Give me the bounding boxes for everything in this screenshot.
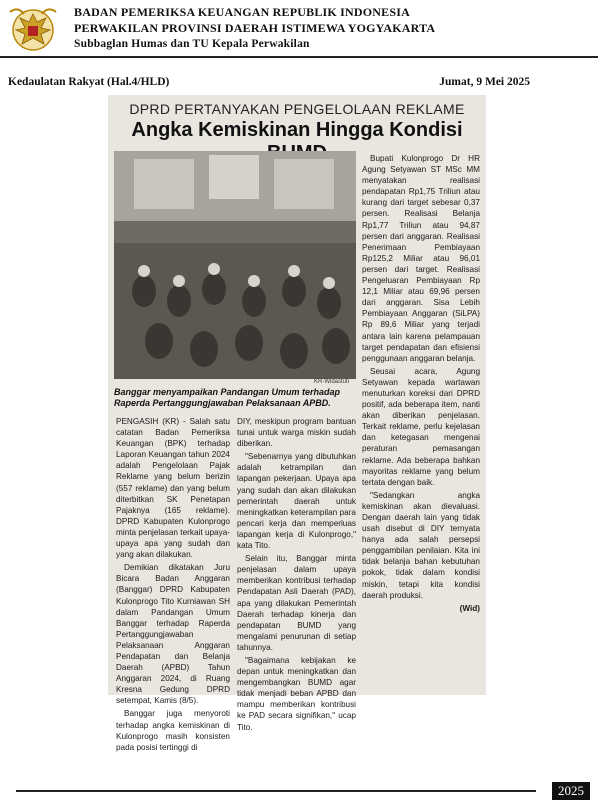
paragraph: "Bagaimana kebijakan ke depan untuk meningkatkan dan mengembangkan BUMD agar tidak menjadi beban APBD dan mampu memberikan kontribusi ke PAD secara signifikan," ucap Tito.: [237, 655, 356, 732]
article-column-1: [116, 416, 230, 755]
letterhead-line1: BADAN PEMERIKSA KEUANGAN REPUBLIK INDONESIA: [74, 5, 410, 19]
date-label: Jumat, 9 Mei 2025: [439, 76, 530, 88]
garuda-emblem-icon: [6, 4, 60, 54]
photo-caption: Banggar menyampaikan Pandangan Umum terhadap Raperda Pertanggungjawaban Pelaksanaan APBD.: [114, 387, 341, 408]
paragraph: DIY, meskipun program bantuan tunai untuk warga miskin sudah diberikan.: [237, 417, 356, 449]
article-signoff: (Wid): [459, 603, 480, 613]
letterhead-line2: PERWAKILAN PROVINSI DAERAH ISTIMEWA YOGYAKARTA: [74, 21, 436, 35]
paragraph: Seusai acara, Agung Setyawan kepada wartawan menuturkan koreksi dari DPRD positif, ada beberapa item, nanti akan diberikan penjelasan. Terkait reklame, perlu kejelasan dan ketegasan mengenai peraturan pemasangan reklame. Ada beberapa bahkan mayoritas reklame yang belum tertata dengan baik.: [362, 366, 480, 487]
source-label: Kedaulatan Rakyat (Hal.4/HLD): [8, 76, 170, 88]
paragraph: Banggar juga menyoroti terhadap angka kemiskinan di Kulonprogo masih konsisten pada posisi tertinggi di: [116, 709, 230, 752]
paragraph: "Sedangkan angka kemiskinan akan dievaluasi. Dengan daerah lain yang tidak usah disebut di DIY ternyata hanya ada salah persepsi penggambilan penilaian. Kita ini tidak belanja bahan kebutuhan pokok, tidak dalam kondisi miskin, tetapi kita kondisi daerah produksi.: [362, 490, 480, 600]
meeting-photo: [114, 151, 356, 379]
article-column-2: [237, 416, 356, 735]
letterhead: [74, 4, 435, 52]
photo-credit: KR-Widastuti: [314, 379, 350, 385]
page-number: 2025: [552, 782, 590, 800]
footer-divider: [16, 790, 536, 792]
paragraph: "Sebenarnya yang dibutuhkan adalah ketrampilan dan lapangan pekerjaan. Upaya apa yang sudah dan akan dilakukan pemerintah daerah untuk meningkatkan keterampilan para pencari kerja dan memperluas lapangan kerja di Kulonprogo," kata Tito.: [237, 452, 356, 551]
letterhead-line3: Subbaglan Humas dan TU Kepala Perwakilan: [74, 38, 310, 50]
header-divider: [0, 56, 598, 58]
paragraph: Demikian dikatakan Juru Bicara Badan Anggaran (Banggar) DPRD Kabupaten Kulonprogo Tito Kurniawan SH dalam Pandangan Umum Banggar terhadap Raperda Pertanggungjawaban Pelaksanaan Anggaran Pendapatan dan Belanja Daerah (APBD) Tahun Anggaran 2024, di Ruang Kresna Gedung DPRD setempat, Kamis (8/5).: [116, 563, 230, 706]
paragraph: PENGASIH (KR) - Salah satu catatan Badan Pemeriksa Keuangan (BPK) terhadap Laporan Keuangan tahun 2024 adalah Pengelolaan Pajak Reklame yang belum berizin (557 reklame) dan yang belum diterbitkan SK Penetapan Pajaknya (165 reklame). DPRD Kabupaten Kulonprogo minta penjelasan terkait upaya-upaya apa yang sudah dan yang akan dilakukan.: [116, 417, 230, 560]
article-headline: Angka Kemiskinan Hingga Kondisi: [131, 119, 463, 141]
paragraph: Selain itu, Banggar minta penjelasan dalam upaya memberikan kontribusi terhadap Pendapatan Asli Daerah (PAD), apa yang dilakukan Pemerintah Daerah terhadap kinerja dan pendapatan BUMD yang mengalami penurunan di setiap tahunnya.: [237, 554, 356, 652]
paragraph: Bupati Kulonprogo Dr HR Agung Setyawan ST MSc MM menyatakan realisasi pendapatan Rp1,75 Triliun atau kurang dari target sebesar 0,37 persen. Realisasi Belanja Rp1,77 Triliun atau 94,87 persen dari anggaran. Realisasi Penerimaan Pembiayaan Rp125,2 Miliar atau 96,01 persen dari target. Realisasi Pengeluaran Pembiayaan Rp 12,1 Miliar atau 69,96 persen dari anggaran. Sisa Lebih Pembiayaan Anggaran (SiLPA) Rp 89,6 Miliar yang terjadi antara lain karena pelampauan target pendapatan dan efisiensi penggunaan anggaran belanja.: [362, 154, 480, 363]
article-kicker: DPRD PERTANYAKAN PENGELOLAAN REKLAME: [129, 101, 465, 117]
newspaper-clipping: [108, 95, 486, 752]
article-column-3: [362, 153, 480, 614]
